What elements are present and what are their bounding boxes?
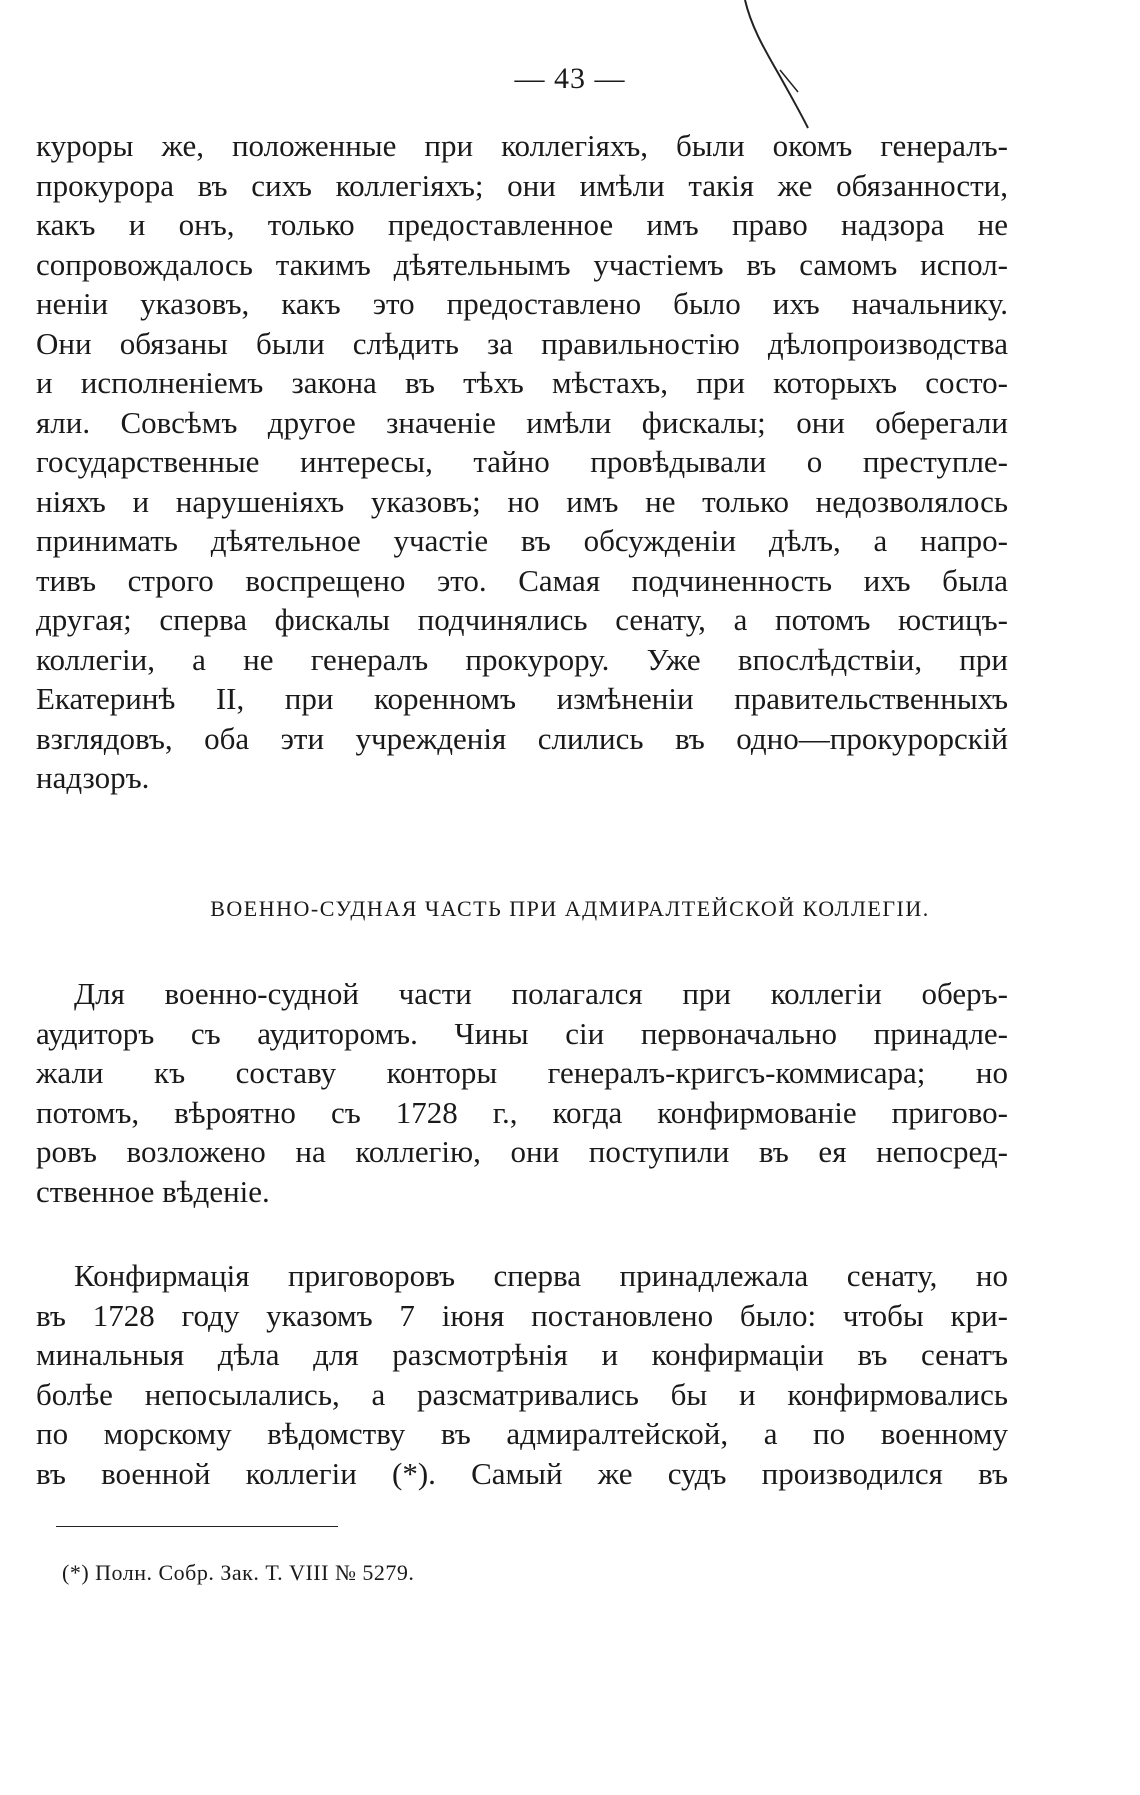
- text-line: ственное вѣденiе.: [36, 1173, 270, 1209]
- text-line: Они обязаны были слѣдить за правильностiю дѣлопроизводства: [36, 325, 1008, 361]
- paragraph-2: [36, 974, 1008, 1211]
- text-line: надзоръ.: [36, 760, 150, 795]
- text-line: нiяхъ и нарушенiяхъ указовъ; но имъ не только недозволялось: [36, 483, 1008, 519]
- section-title: ВОЕННО-СУДНАЯ ЧАСТЬ ПРИ АДМИРАЛТЕЙСКОЙ КОЛЛЕГIИ.: [210, 896, 930, 921]
- text-line: куроры же, положенные при коллегiяхъ, были окомъ генералъ-: [36, 128, 1008, 163]
- text-line: ровъ возложено на коллегiю, они поступили въ ея непосред-: [36, 1134, 1008, 1169]
- text-line: другая; сперва фискалы подчинялись сенату, а потомъ юстицъ-: [36, 602, 1008, 637]
- text-line: какъ и онъ, только предоставленное имъ право надзора не: [36, 207, 1008, 242]
- text-line: сопровождалось такимъ дѣятельнымъ участiемъ въ самомъ испол-: [36, 246, 1008, 282]
- text-line: въ военной коллегiи (*). Самый же судъ производился въ: [36, 1455, 1008, 1491]
- text-line: тивъ строго воспрещено это. Самая подчиненность ихъ была: [36, 562, 1008, 598]
- margin-pen-mark: [740, 0, 830, 140]
- text-line: потомъ, вѣроятно съ 1728 г., когда конфирмованiе пригово-: [36, 1094, 1008, 1130]
- footnote: (*) Полн. Собр. Зак. Т. VIII № 5279.: [62, 1560, 415, 1585]
- text-line: яли. Совсѣмъ другое значенiе имѣли фискалы; они оберегали: [36, 404, 1008, 440]
- text-line: Конфирмацiя приговоровъ сперва принадлежала сенату, но: [74, 1258, 1008, 1293]
- text-line: и исполненiемъ закона въ тѣхъ мѣстахъ, при которыхъ состо-: [36, 365, 1008, 400]
- paragraph-1: [36, 126, 1008, 798]
- text-line: въ 1728 году указомъ 7 iюня постановлено было: чтобы кри-: [36, 1297, 1008, 1333]
- text-line: принимать дѣятельное участiе въ обсужденiи дѣлъ, а напро-: [36, 523, 1008, 558]
- text-line: Для военно-судной части полагался при коллегiи оберъ-: [74, 976, 1008, 1011]
- text-line: по морскому вѣдомству въ адмиралтейской, а по военному: [36, 1416, 1008, 1451]
- text-line: Екатеринѣ II, при коренномъ измѣненiи правительственныхъ: [36, 681, 1008, 716]
- page-number: — 43 —: [514, 62, 626, 95]
- paragraph-3: [36, 1256, 1008, 1493]
- text-line: ненiи указовъ, какъ это предоставлено было ихъ начальнику.: [36, 286, 1008, 321]
- text-line: коллегiи, а не генералъ прокурору. Уже впослѣдствiи, при: [36, 641, 1008, 677]
- text-line: взглядовъ, оба эти учрежденiя слились въ одно—прокурорскiй: [36, 720, 1008, 756]
- text-line: государственные интересы, тайно провѣдывали о преступле-: [36, 444, 1008, 479]
- text-line: прокурора въ сихъ коллегiяхъ; они имѣли такiя же обязанности,: [36, 167, 1008, 203]
- text-line: минальныя дѣла для разсмотрѣнiя и конфирмацiи въ сенатъ: [36, 1337, 1008, 1372]
- text-line: болѣе непосылались, а разсматривались бы и конфирмовались: [36, 1376, 1008, 1412]
- text-line: жали къ составу конторы генералъ-кригсъ-коммисара; но: [36, 1055, 1008, 1090]
- footnote-divider: [56, 1526, 338, 1527]
- text-line: аудиторъ съ аудиторомъ. Чины сiи первоначально принадле-: [36, 1015, 1008, 1051]
